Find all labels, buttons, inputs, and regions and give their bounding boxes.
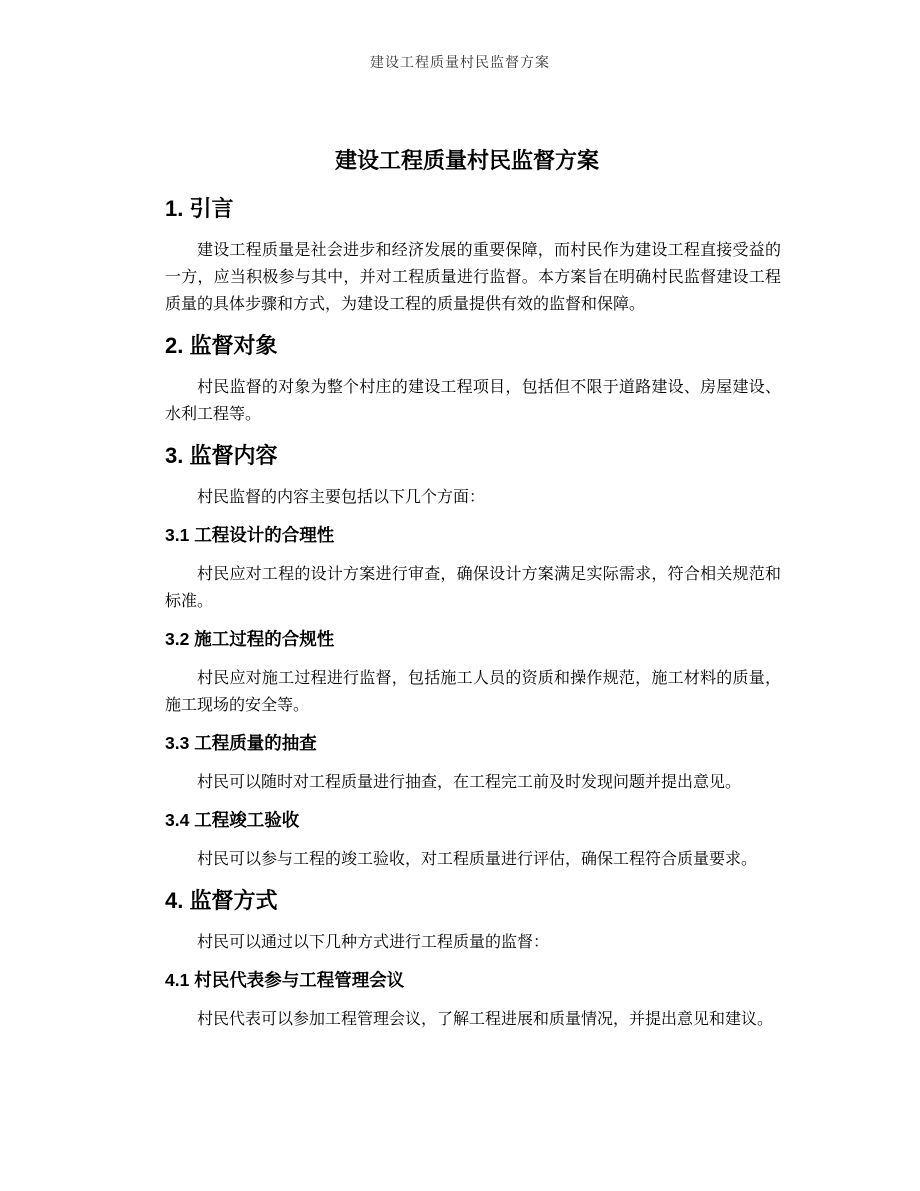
subsection-paragraph-3-2: 村民应对施工过程进行监督，包括施工人员的资质和操作规范，施工材料的质量，施工现场的安全等。	[165, 668, 781, 714]
document-body	[165, 144, 781, 1032]
subsection-heading-3-1: 3.1 工程设计的合理性	[165, 525, 335, 545]
subsection-heading-3-2: 3.2 施工过程的合规性	[165, 629, 335, 649]
section-heading-1: 1. 引言	[165, 196, 234, 221]
section-paragraph-1: 建设工程质量是社会进步和经济发展的重要保障，而村民作为建设工程直接受益的一方，应当积极参与其中，并对工程质量进行监督。本方案旨在明确村民监督建设工程质量的具体步骤和方式，为建设工程的质量提供有效的监督和保障。	[165, 240, 781, 313]
subsection-paragraph-3-1: 村民应对工程的设计方案进行审查，确保设计方案满足实际需求，符合相关规范和标准。	[165, 564, 781, 610]
subsection-heading-4-1: 4.1 村民代表参与工程管理会议	[165, 970, 405, 990]
subsection-heading-3-4: 3.4 工程竣工验收	[165, 810, 300, 830]
section-heading-3: 3. 监督内容	[165, 443, 278, 468]
section-paragraph-3: 村民监督的内容主要包括以下几个方面：	[197, 487, 486, 506]
section-heading-2: 2. 监督对象	[165, 333, 278, 358]
document-title: 建设工程质量村民监督方案	[334, 148, 599, 174]
section-heading-4: 4. 监督方式	[165, 888, 278, 913]
subsection-paragraph-4-1: 村民代表可以参加工程管理会议，了解工程进展和质量情况，并提出意见和建议。	[197, 1009, 774, 1028]
section-paragraph-2: 村民监督的对象为整个村庄的建设工程项目，包括但不限于道路建设、房屋建设、水利工程等。	[165, 377, 781, 423]
section-paragraph-4: 村民可以通过以下几种方式进行工程质量的监督：	[197, 932, 550, 951]
running-header: 建设工程质量村民监督方案	[370, 55, 550, 71]
subsection-paragraph-3-4: 村民可以参与工程的竣工验收，对工程质量进行评估，确保工程符合质量要求。	[197, 849, 758, 868]
subsection-paragraph-3-3: 村民可以随时对工程质量进行抽查，在工程完工前及时发现问题并提出意见。	[197, 772, 742, 791]
subsection-heading-3-3: 3.3 工程质量的抽查	[165, 733, 317, 753]
